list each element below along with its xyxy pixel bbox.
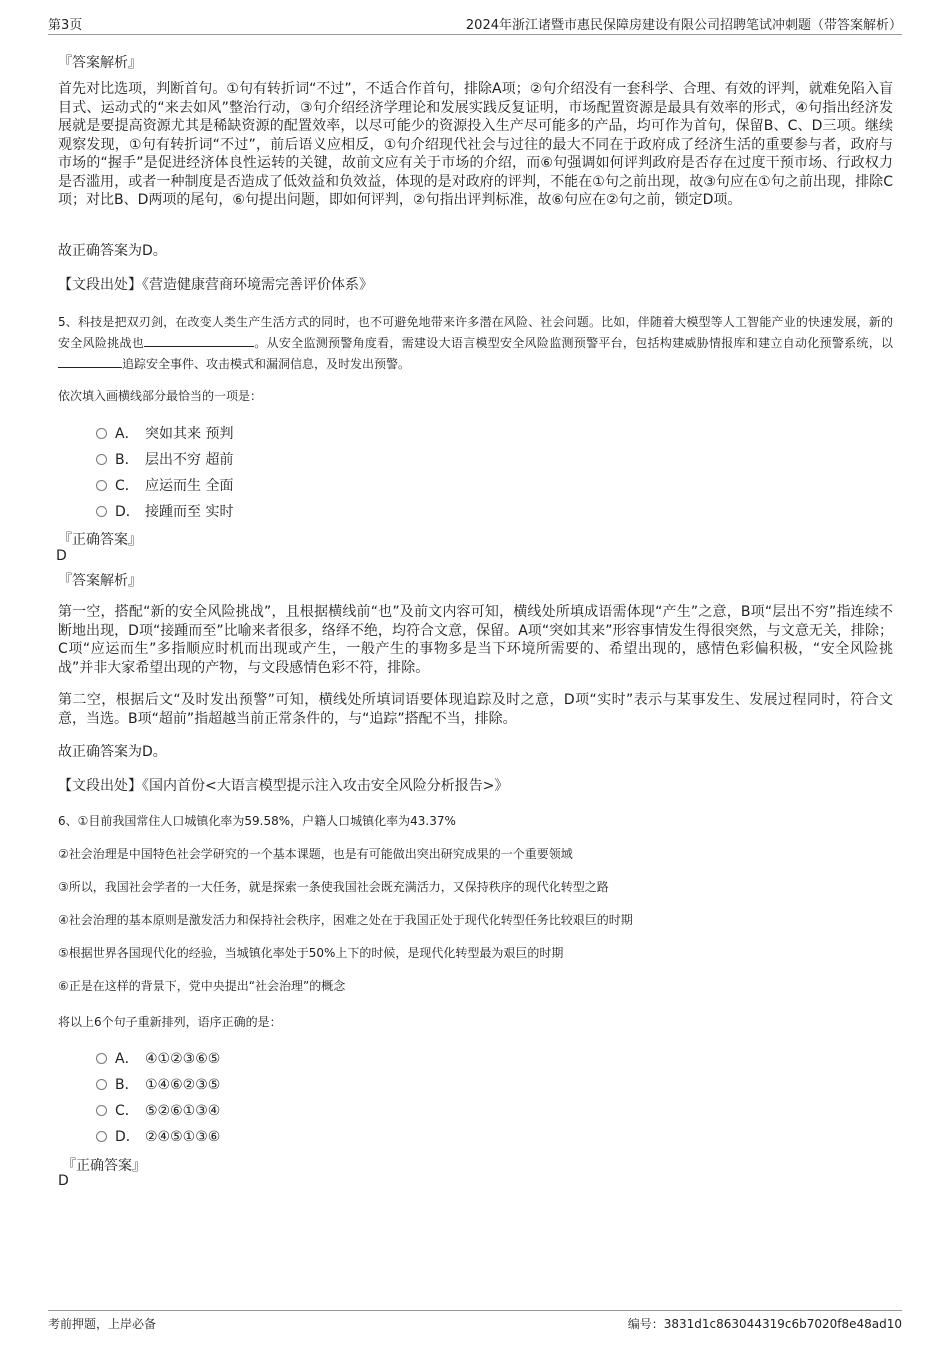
- q5-stem-part-1: 5、科技是把双刃剑，在改变人类生产生活方式的同时，也不可避免地带来许多潜在风险、社会问题。比如，伴随着大模型等人工智能产业的快速发展，新的安全风险挑战也: [58, 315, 893, 350]
- document-title: 2024年浙江诸暨市惠民保障房建设有限公司招聘笔试冲刺题（带答案解析）: [465, 18, 902, 33]
- q6-sentence-5: ⑤根据世界各国现代化的经验，当城镇化率处于50%上下的时候，是现代化转型最为艰巨的时期: [58, 946, 564, 960]
- option-letter: A．: [115, 426, 139, 442]
- document-id: 编号：3831d1c863044319c6b7020f8e48ad10: [627, 1317, 902, 1331]
- option-letter: C．: [115, 478, 139, 494]
- radio-icon[interactable]: [96, 1053, 107, 1064]
- radio-icon[interactable]: [96, 454, 107, 465]
- q5-stem-part-2: 。从安全监测预警角度看，需建设大语言模型安全风险监测预警平台，包括构建威胁情报库和建立自动化预警系统，以: [254, 336, 893, 350]
- q6-option-c[interactable]: [96, 1100, 220, 1120]
- q6-sentence-2: ②社会治理是中国特色社会学研究的一个基本课题，也是有可能做出突出研究成果的一个重要领域: [58, 847, 573, 861]
- q5-blank-1: [144, 336, 254, 347]
- q5-source: 【文段出处】《国内首份<大语言模型提示注入攻击安全风险分析报告>》: [58, 778, 509, 794]
- page-footer: [48, 1310, 902, 1335]
- q5-answer-label: 『正确答案』: [58, 532, 142, 548]
- q5-stem-part-3: 追踪安全事件、攻击模式和漏洞信息，及时发出预警。: [122, 357, 411, 371]
- option-text: ⑤②⑥①③④: [145, 1103, 221, 1119]
- q6-sentence-1: 6、①目前我国常住人口城镇化率为59.58%，户籍人口城镇化率为43.37%: [58, 814, 456, 828]
- q5-answer: D: [56, 548, 67, 564]
- option-letter: D．: [115, 504, 140, 520]
- q5-conclusion: 故正确答案为D。: [58, 744, 167, 760]
- q4-analysis-label: 『答案解析』: [58, 55, 142, 71]
- option-letter: B．: [115, 452, 139, 468]
- q5-option-a[interactable]: [96, 423, 233, 443]
- q4-source: 【文段出处】《营造健康营商环境需完善评价体系》: [58, 277, 373, 293]
- radio-icon[interactable]: [96, 1079, 107, 1090]
- option-text: ②④⑤①③⑥: [145, 1129, 221, 1145]
- q6-answer: D: [58, 1173, 69, 1189]
- radio-icon[interactable]: [96, 480, 107, 491]
- q5-analysis-label: 『答案解析』: [58, 573, 142, 589]
- q4-analysis-text: 首先对比选项，判断首句。①句有转折词“不过”，不适合作首句，排除A项；②句介绍没有一套科学、合理、有效的评判，就难免陷入盲目式、运动式的“来去如风”整治行动，③句介绍经济学理论和发展实践反复证明，市场配置资源是最具有效率的形式，④句指出经济发展就是要提高资源尤其是稀缺资源的配置效率，以尽可能少的资源投入生产尽可能多的产品，均可作为首句，保留B、C、D三项。继续观察发现，①句有转折词“不过”，前后语义应相反，①句介绍现代社会与过往的最大不同在于政府成了经济生活的重要参与者，政府与市场的“握手”是促进经济体良性运转的关键，故前文应有关于市场的介绍，而⑥句强调如何评判政府是否存在过度干预市场、行政权力是否滥用，或者一种制度是否造成了低效益和负效益，体现的是对政府的评判，不能在①句之前出现，故③句应在①句之前出现，排除C项；对比B、D两项的尾句，⑥句提出问题，即如何评判，②句指出评判标准，故⑥句应在②句之前，锁定D项。: [58, 81, 893, 208]
- q6-option-d[interactable]: [96, 1126, 220, 1146]
- option-letter: A．: [115, 1051, 139, 1067]
- q5-blank-2: [58, 357, 122, 368]
- q5-analysis-p2: 第二空，根据后文“及时发出预警”可知，横线处所填词语要体现追踪及时之意，D项“实时”表示与某事发生、发展过程同时，符合文意，当选。B项“超前”指超越当前正常条件的，与“追踪”搭配不当，排除。: [58, 692, 893, 727]
- option-text: ④①②③⑥⑤: [145, 1051, 221, 1067]
- option-text: 层出不穷 超前: [145, 452, 234, 468]
- q5-prompt: 依次填入画横线部分最恰当的一项是：: [58, 389, 263, 403]
- q6-sentence-6: ⑥正是在这样的背景下，党中央提出“社会治理”的概念: [58, 979, 346, 993]
- q6-sentence-3: ③所以，我国社会学者的一大任务，就是探索一条使我国社会既充满活力，又保持秩序的现代化转型之路: [58, 880, 609, 894]
- q6-option-a[interactable]: [96, 1048, 220, 1068]
- option-letter: C．: [115, 1103, 139, 1119]
- q6-answer-label: 『正确答案』: [62, 1158, 146, 1174]
- radio-icon[interactable]: [96, 428, 107, 439]
- q5-analysis-p1: 第一空，搭配“新的安全风险挑战”，且根据横线前“也”及前文内容可知，横线处所填成语需体现“产生”之意，B项“层出不穷”指连续不断地出现，D项“接踵而至”比喻来者很多，络绎不绝，均符合文意，保留。A项“突如其来”形容事情发生得很突然，与文意无关，排除；C项“应运而生”多指顺应时机而出现或产生，一般产生的事物多是当下环境所需要的、希望出现的，感情色彩偏积极，“安全风险挑战”并非大家希望出现的产物，与文段感情色彩不符，排除。: [58, 604, 893, 676]
- option-letter: B．: [115, 1077, 139, 1093]
- option-letter: D．: [115, 1129, 140, 1145]
- radio-icon[interactable]: [96, 1131, 107, 1142]
- q4-conclusion: 故正确答案为D。: [58, 243, 167, 259]
- q6-option-b[interactable]: [96, 1074, 220, 1094]
- page-header: [48, 12, 902, 35]
- footer-slogan: 考前押题，上岸必备: [48, 1317, 157, 1331]
- option-text: 接踵而至 实时: [145, 504, 234, 520]
- q5-option-b[interactable]: [96, 449, 233, 469]
- page-number: 第3页: [48, 18, 83, 33]
- radio-icon[interactable]: [96, 506, 107, 517]
- option-text: ①④⑥②③⑤: [145, 1077, 221, 1093]
- option-text: 应运而生 全面: [145, 478, 234, 494]
- radio-icon[interactable]: [96, 1105, 107, 1116]
- option-text: 突如其来 预判: [145, 426, 234, 442]
- q5-stem: [58, 312, 893, 375]
- q6-prompt: 将以上6个句子重新排列，语序正确的是：: [58, 1015, 282, 1029]
- q5-option-c[interactable]: [96, 475, 233, 495]
- q5-option-d[interactable]: [96, 501, 233, 521]
- q6-sentence-4: ④社会治理的基本原则是激发活力和保持社会秩序，困难之处在于我国正处于现代化转型任务比较艰巨的时期: [58, 913, 633, 927]
